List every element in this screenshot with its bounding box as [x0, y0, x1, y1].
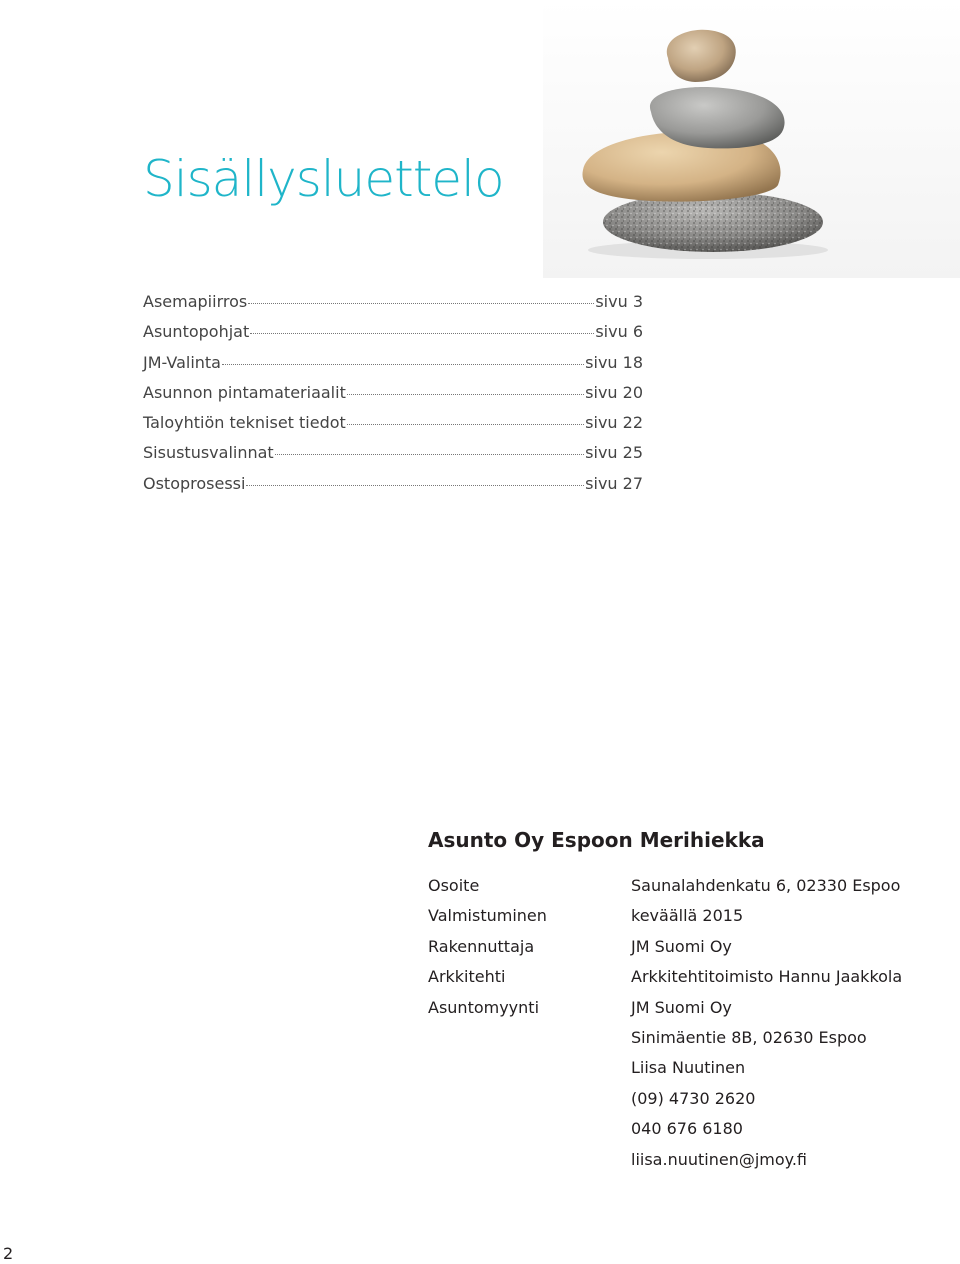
- fact-row: [428, 1114, 918, 1144]
- toc-dot-leader: [347, 394, 584, 395]
- fact-row: [428, 1084, 918, 1114]
- toc-entry-label: Asemapiirros: [143, 292, 248, 311]
- toc-dot-leader: [248, 303, 594, 304]
- fact-key: Osoite: [428, 876, 480, 895]
- toc-entry[interactable]: [143, 474, 643, 504]
- fact-key: Asuntomyynti: [428, 997, 540, 1017]
- toc-entry[interactable]: [143, 413, 643, 443]
- toc-entry-label: JM-Valinta: [143, 352, 221, 372]
- toc-dot-leader: [222, 364, 584, 365]
- fact-row: [428, 1023, 918, 1053]
- toc-entry[interactable]: [143, 383, 643, 413]
- fact-key: [428, 1114, 631, 1144]
- fact-key: [428, 1053, 631, 1083]
- toc-entry-label: Asunnon pintamateriaalit: [143, 382, 346, 402]
- toc-entry[interactable]: [143, 443, 643, 473]
- project-name: Asunto Oy Espoon Merihiekka: [428, 828, 765, 852]
- toc-entry-page: sivu 6: [595, 322, 643, 342]
- toc-entry[interactable]: [143, 353, 643, 383]
- toc-dot-leader: [246, 485, 584, 486]
- fact-key: Valmistuminen: [428, 906, 547, 926]
- fact-value: 040 676 6180: [631, 1119, 743, 1139]
- toc-entry-label: Asuntopohjat: [143, 322, 250, 342]
- fact-row: [428, 901, 918, 931]
- fact-value: JM Suomi Oy: [631, 997, 732, 1017]
- fact-value: (09) 4730 2620: [631, 1088, 756, 1108]
- toc-entry-page: sivu 20: [585, 382, 643, 402]
- fact-value: JM Suomi Oy: [631, 936, 732, 956]
- toc-entry-page: sivu 3: [595, 292, 643, 311]
- fact-value: keväällä 2015: [631, 906, 744, 926]
- table-of-contents: [143, 292, 643, 504]
- page-title: Sisällysluettelo: [143, 150, 504, 208]
- fact-row: [428, 993, 918, 1023]
- fact-value: Liisa Nuutinen: [631, 1058, 746, 1078]
- fact-value: Sinimäentie 8B, 02630 Espoo: [631, 1028, 867, 1048]
- project-facts: [428, 828, 918, 1175]
- fact-value: Saunalahdenkatu 6, 02330 Espoo: [631, 876, 901, 895]
- fact-row: [428, 932, 918, 962]
- toc-entry-label: Ostoprosessi: [143, 473, 246, 493]
- toc-entry-page: sivu 18: [585, 352, 643, 372]
- fact-key: [428, 1084, 631, 1114]
- fact-row: [428, 871, 918, 901]
- toc-entry-label: Taloyhtiön tekniset tiedot: [143, 413, 346, 433]
- toc-entry[interactable]: [143, 322, 643, 352]
- fact-key: [428, 1145, 631, 1175]
- toc-entry-label: Sisustusvalinnat: [143, 443, 274, 463]
- fact-key: [428, 1023, 631, 1053]
- fact-key: Rakennuttaja: [428, 936, 535, 956]
- stacked-stones-image: [543, 0, 960, 278]
- toc-entry-page: sivu 27: [585, 473, 643, 493]
- toc-dot-leader: [250, 333, 594, 334]
- fact-value: liisa.nuutinen@jmoy.fi: [631, 1149, 807, 1169]
- fact-key: Arkkitehti: [428, 967, 506, 987]
- fact-row: [428, 1145, 918, 1175]
- toc-entry-page: sivu 25: [585, 443, 643, 463]
- fact-value: Arkkitehtitoimisto Hannu Jaakkola: [631, 967, 903, 987]
- toc-entry[interactable]: [143, 292, 643, 322]
- fact-row: [428, 1053, 918, 1083]
- page-number: 2: [3, 1244, 14, 1263]
- fact-row: [428, 962, 918, 992]
- toc-dot-leader: [275, 454, 584, 455]
- toc-entry-page: sivu 22: [585, 413, 643, 433]
- toc-dot-leader: [347, 424, 584, 425]
